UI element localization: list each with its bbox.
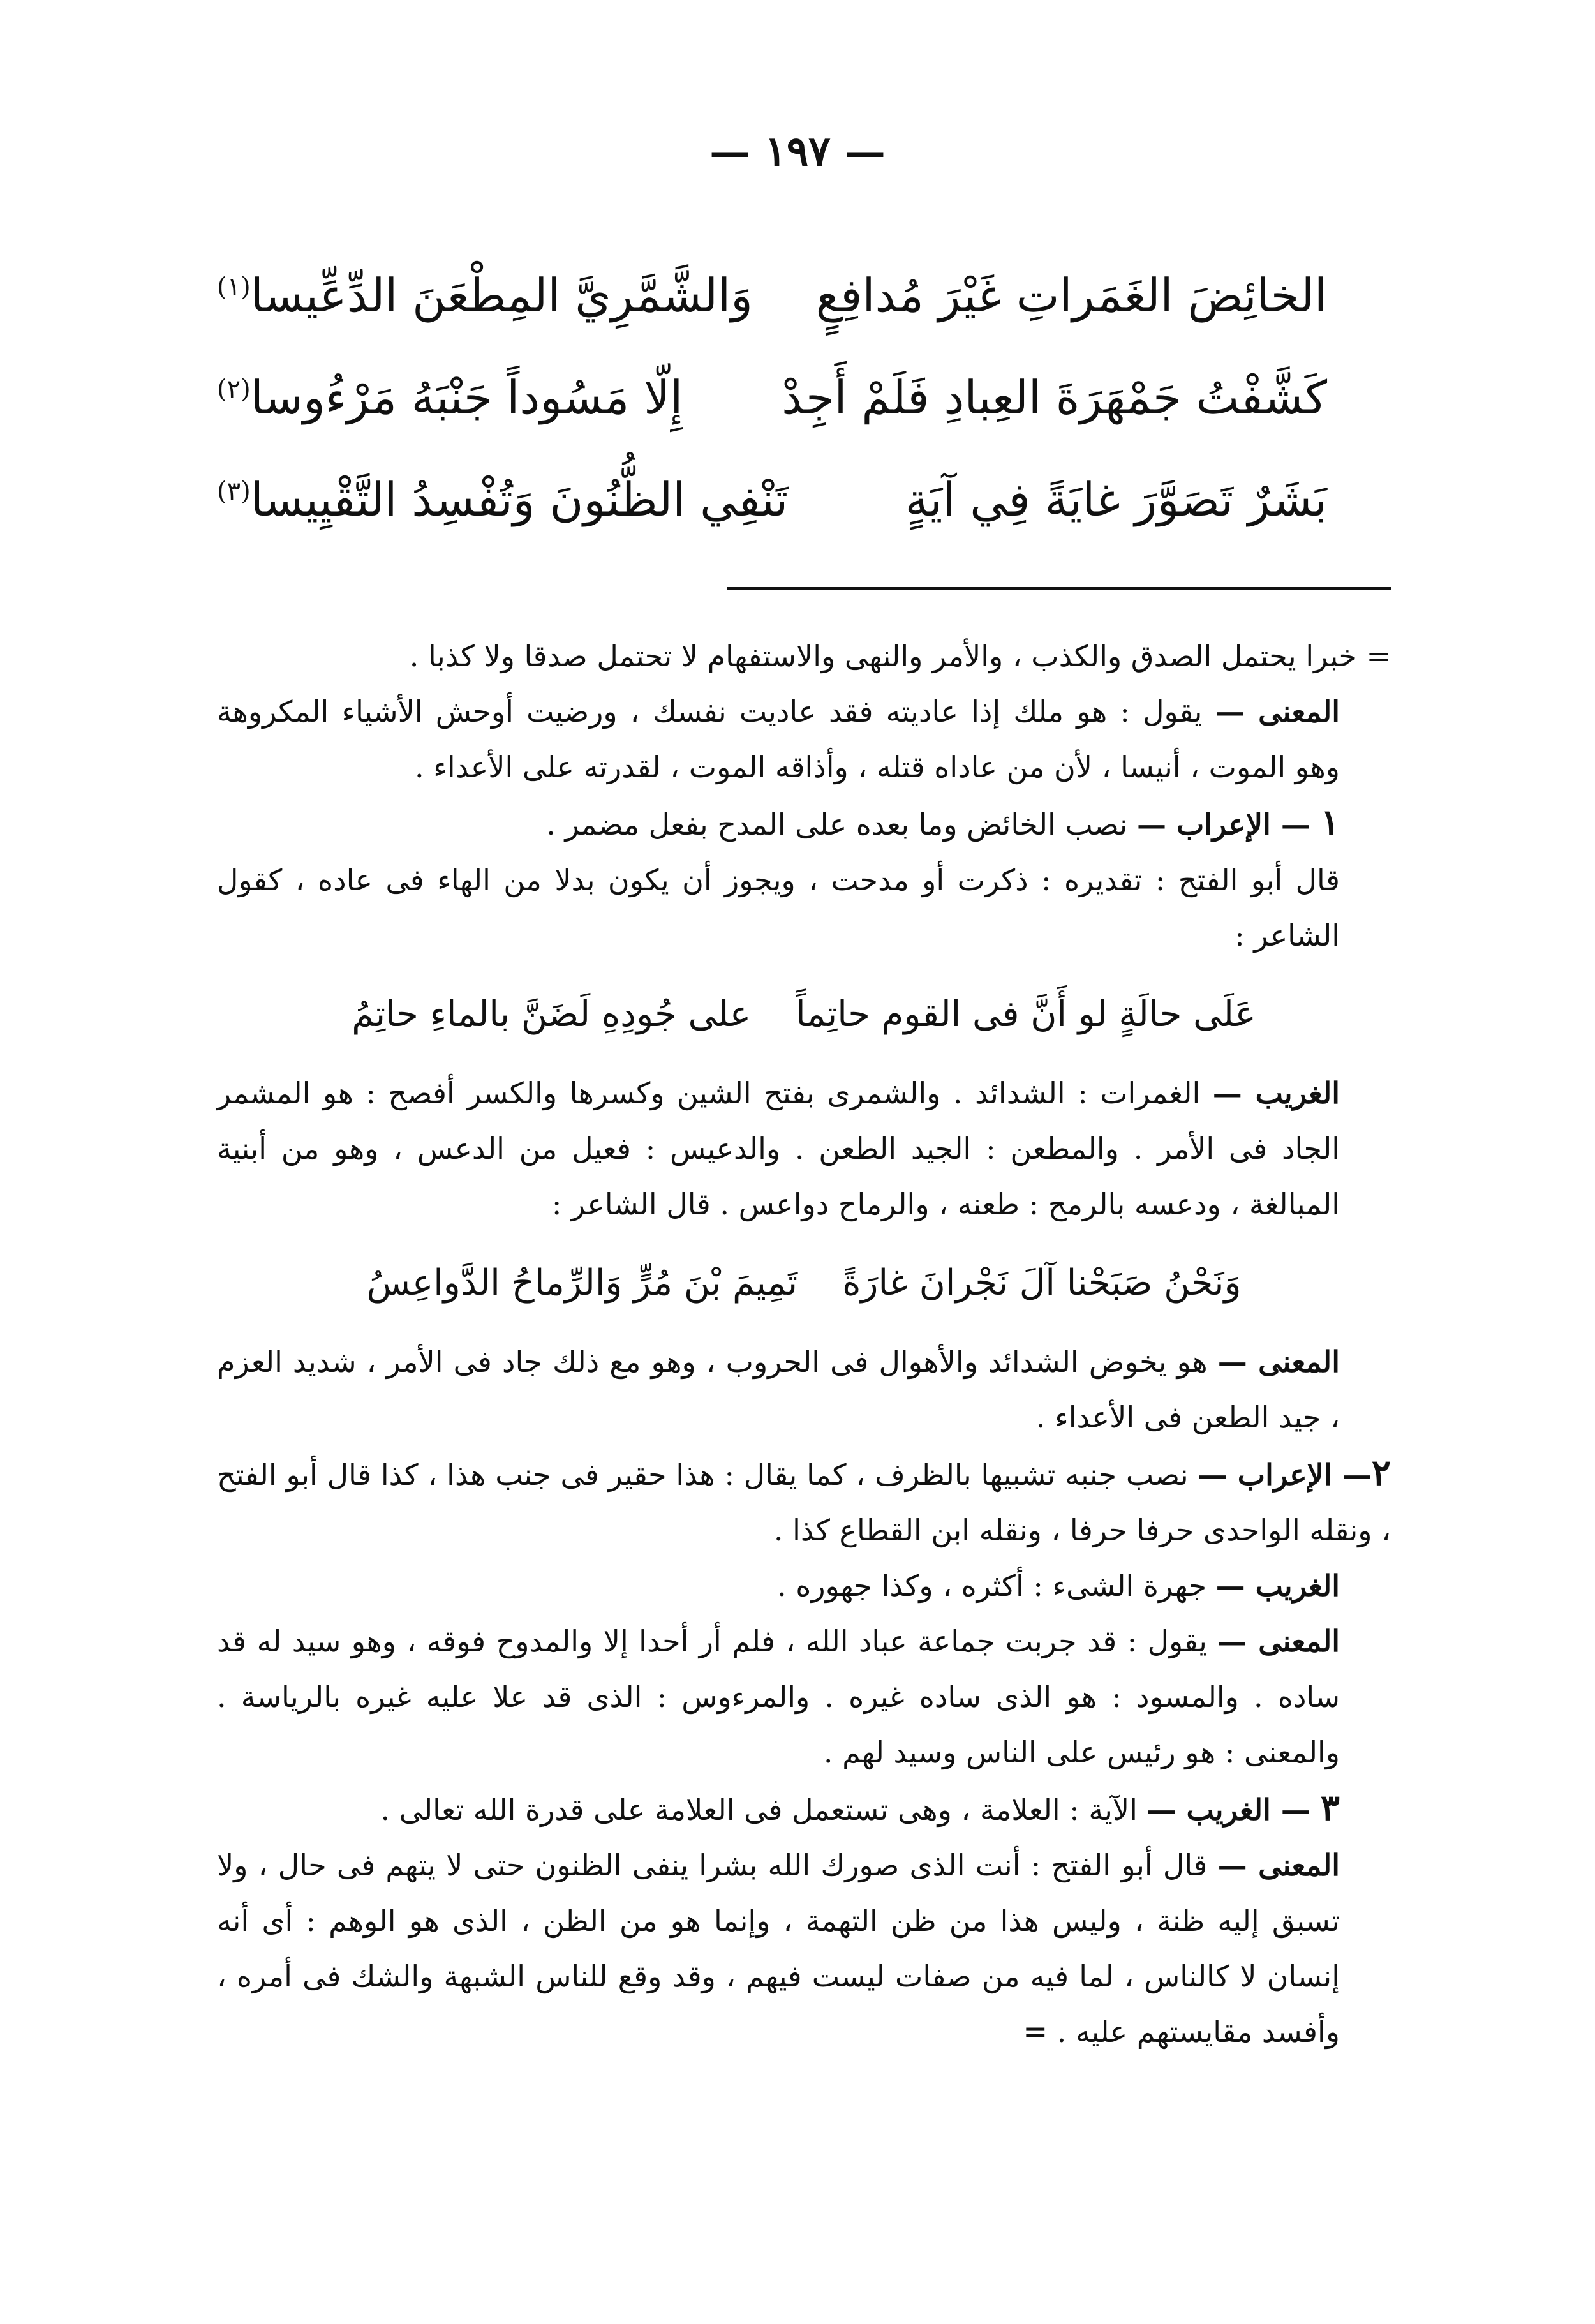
- note-text: الآية : العلامة ، وهى تستعمل فى العلامة على قدرة الله تعالى .: [380, 1792, 1147, 1827]
- note-text: هو يخوض الشدائد والأهوال فى الحروب ، وهو مع ذلك جاد فى الأمر ، شديد العزم ، جيد الطعن فى الأعداء .: [217, 1344, 1340, 1434]
- footnote-marker: (٣): [217, 477, 251, 506]
- quote-intro: قال أبو الفتح : تقديره : ذكرت أو مدحت ، ويجوز أن يكون بدلا من الهاء فى عاده ، كقول الشاعر :: [217, 863, 1340, 953]
- footnote-marker: (٢): [217, 375, 251, 404]
- note-text: الغمرات : الشدائد . والشمرى بفتح الشين وكسرها والكسر أفصح : هو المشمر الجاد فى الأمر . والمطعن : الجيد الطعن . والدعيس : فعيل من الدعس ، وهو من أبنية المبالغة ، ودعسه بالرمح : طعنه ، والرماح دواعس . قال الشاعر :: [217, 1076, 1340, 1221]
- note-label: المعنى —: [1217, 1848, 1340, 1882]
- footnote-1: [217, 795, 1391, 853]
- gloss-note: [217, 1066, 1391, 1232]
- note-label: — الإعراب —: [1136, 807, 1321, 842]
- note-label: الغريب —: [1212, 1076, 1340, 1110]
- poem-verses: [217, 236, 1327, 542]
- note-text: جهرة الشىء : أكثره ، وكذا جهوره .: [776, 1568, 1216, 1603]
- verse-first-hemistich: كَشَّفْتُ جَمْهَرَةَ العِبادِ فَلَمْ أَجِدْ: [782, 371, 1327, 424]
- verse-second-text: وَالشَّمَّرِيَّ المِطْعَنَ الدِّعِّيسا: [250, 269, 753, 322]
- note-label: — الغريب —: [1146, 1792, 1321, 1827]
- quoted-verse: [217, 964, 1391, 1066]
- verse-second-text: إِلّا مَسُوداً جَنْبَهُ مَرْءُوسا: [250, 371, 683, 424]
- verse-second-hemistich: [217, 338, 683, 449]
- poem-verse: [217, 440, 1327, 542]
- quoted-verse: [217, 1232, 1391, 1334]
- verse-second-hemistich: [217, 236, 753, 346]
- continuation-mark: =: [1023, 2015, 1048, 2049]
- quoted-verse-first: عَلَى حالَةٍ لو أَنَّ فى القوم حاتِماً: [796, 994, 1256, 1035]
- note-text: يقول : هو ملك إذا عاديته فقد عاديت نفسك ، ورضيت أوحش الأشياء المكروهة وهو الموت ، أنيسا ، لأن من عاداه قتله ، وأذاقه الموت ، لقدرته على الأعداء .: [217, 694, 1340, 784]
- quoted-verse-first: وَنَحْنُ صَبَحْنا آلَ نَجْرانَ غارَةً: [842, 1262, 1242, 1304]
- footnote-2: [217, 1445, 1391, 1558]
- meaning-note: [217, 1838, 1391, 2060]
- verse-first-hemistich: بَشَرٌ تَصَوَّرَ غايَةً فِي آيَةٍ: [905, 473, 1327, 526]
- poem-verse: [217, 338, 1327, 440]
- quoted-verse-second: تَمِيمَ بْنَ مُرٍّ وَالرِّماحُ الدَّواعِسُ: [366, 1262, 798, 1304]
- note-text: نصب جنبه تشبيها بالظرف ، كما يقال : هذا حقير فى جنب هذا ، كذا قال أبو الفتح ، ونقله الواحدى حرفا حرفا ، ونقله ابن القطاع كذا .: [217, 1457, 1391, 1547]
- footnote-number: ٣: [1320, 1787, 1340, 1829]
- verse-first-hemistich: الخائِضَ الغَمَراتِ غَيْرَ مُدافِعٍ: [815, 269, 1327, 322]
- footnote-number: ٢: [1371, 1452, 1391, 1494]
- note-label: — الإعراب —: [1198, 1457, 1372, 1492]
- page-number: — ١٩٧ —: [709, 128, 886, 175]
- meaning-note: [217, 1334, 1391, 1445]
- note-label: المعنى —: [1217, 1344, 1340, 1379]
- meaning-note: [217, 1614, 1391, 1780]
- note-label: المعنى —: [1217, 1624, 1340, 1658]
- footnote-marker: (١): [217, 272, 251, 302]
- note-text: نصب الخائض وما بعده على المدح بفعل مضمر .: [546, 807, 1137, 842]
- commentary-notes: [217, 629, 1391, 2060]
- poem-verse: [217, 236, 1327, 338]
- verse-second-text: تَنْفِي الظُّنُونَ وَتُفْسِدُ التَّقْيِيسا: [250, 473, 789, 526]
- footnote-number: ١: [1320, 801, 1340, 844]
- quoted-verse-second: على جُودِهِ لَضَنَّ بالماءِ حاتِمُ: [352, 994, 752, 1035]
- footnote-3: [217, 1780, 1391, 1838]
- note-text: يقول : قد جربت جماعة عباد الله ، فلم أر أحدا إلا والمدوح فوقه ، وهو سيد له قد ساده . والمسود : هو الذى ساده غيره . والمرءوس : الذى قد علا عليه غيره بالرياسة . والمعنى : هو رئيس على الناس وسيد لهم .: [217, 1624, 1340, 1769]
- meaning-note: [217, 684, 1391, 795]
- verse-second-hemistich: [217, 440, 788, 551]
- note-text: قال أبو الفتح : أنت الذى صورك الله بشرا ينفى الظنون حتى لا يتهم فى حال ، ولا تسبق إليه ظنة ، وليس هذا من ظن التهمة ، وإنما هو من الظن ، الذى هو الوهم : أى أنه إنسان لا كالناس ، لما فيه من صفات ليست فيهم ، وقد وقع للناس الشبهة والشك فى أمره ، وأفسد مقايستهم عليه .: [217, 1848, 1340, 2049]
- footnote-separator: [727, 587, 1391, 590]
- gloss-note: [217, 1558, 1391, 1614]
- note-label: المعنى —: [1215, 694, 1340, 729]
- note-label: الغريب —: [1215, 1568, 1340, 1603]
- continued-note: = خبرا يحتمل الصدق والكذب ، والأمر والنهى والاستفهام لا تحتمل صدقا ولا كذبا .: [409, 639, 1391, 673]
